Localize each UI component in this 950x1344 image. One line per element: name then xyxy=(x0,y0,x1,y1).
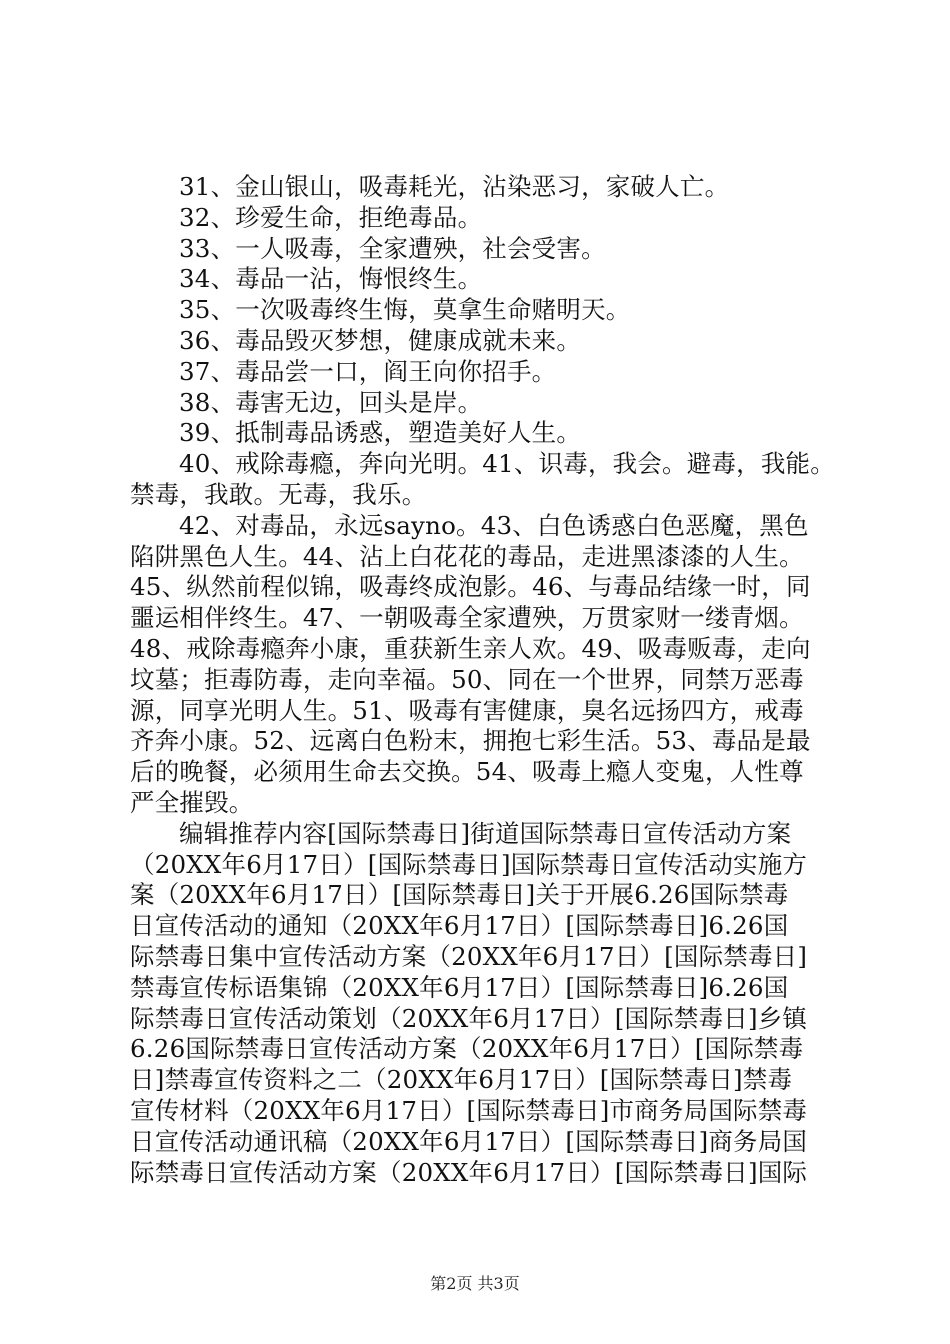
text-line: 42、对毒品，永远sayno。43、白色诱惑白色恶魔，黑色 xyxy=(179,510,809,540)
text-line: 35、一次吸毒终生悔，莫拿生命赌明天。 xyxy=(179,295,631,325)
text-line: 禁毒，我敢。无毒，我乐。 xyxy=(130,479,427,509)
text-line: 34、毒品一沾，悔恨终生。 xyxy=(179,264,483,294)
text-line: 32、珍爱生命，拒绝毒品。 xyxy=(179,202,483,232)
text-line: 31、金山银山，吸毒耗光，沾染恶习，家破人亡。 xyxy=(179,172,730,201)
text-line: 噩运相伴终生。47、一朝吸毒全家遭殃，万贯家财一缕青烟。 xyxy=(130,603,804,633)
text-line: 坟墓；拒毒防毒，走向幸福。50、同在一个世界，同禁万恶毒 xyxy=(130,664,804,694)
text-line: 宣传材料（20XX年6月17日）[国际禁毒日]市商务局国际禁毒 xyxy=(130,1095,808,1125)
text-line: 45、纵然前程似锦，吸毒终成泡影。46、与毒品结缘一时，同 xyxy=(130,572,811,602)
text-line: 日宣传活动的通知（20XX年6月17日）[国际禁毒日]6.26国 xyxy=(130,911,789,941)
text-line: 后的晚餐，必须用生命去交换。54、吸毒上瘾人变鬼，人性尊 xyxy=(130,757,804,787)
text-line: 际禁毒日宣传活动方案（20XX年6月17日）[国际禁毒日]国际 xyxy=(130,1157,808,1187)
text-line: 日]禁毒宣传资料之二（20XX年6月17日）[国际禁毒日]禁毒 xyxy=(130,1065,793,1095)
page-footer: 第2页 共3页 xyxy=(430,1274,520,1293)
text-line: 33、一人吸毒，全家遭殃，社会受害。 xyxy=(179,233,606,263)
text-line: 48、戒除毒瘾奔小康，重获新生亲人欢。49、吸毒贩毒，走向 xyxy=(130,633,811,663)
text-line: 际禁毒日宣传活动策划（20XX年6月17日）[国际禁毒日]乡镇 xyxy=(130,1003,808,1033)
text-line: 37、毒品尝一口，阎王向你招手。 xyxy=(179,356,557,386)
text-line: 日宣传活动通讯稿（20XX年6月17日）[国际禁毒日]商务局国 xyxy=(130,1126,808,1156)
text-line: 源，同享光明人生。51、吸毒有害健康，臭名远扬四方，戒毒 xyxy=(130,695,804,725)
text-line: 禁毒宣传标语集锦（20XX年6月17日）[国际禁毒日]6.26国 xyxy=(130,972,789,1002)
text-line: 陷阱黑色人生。44、沾上白花花的毒品，走进黑漆漆的人生。 xyxy=(130,541,804,571)
text-line: 39、抵制毒品诱惑，塑造美好人生。 xyxy=(179,418,582,448)
text-line: 际禁毒日集中宣传活动方案（20XX年6月17日）[国际禁毒日] xyxy=(130,941,808,971)
document-body xyxy=(130,172,835,1188)
text-line: 严全摧毁。 xyxy=(130,787,254,817)
text-line: 36、毒品毁灭梦想，健康成就未来。 xyxy=(179,325,582,355)
text-line: 6.26国际禁毒日宣传活动方案（20XX年6月17日）[国际禁毒 xyxy=(130,1034,804,1064)
text-line: 40、戒除毒瘾，奔向光明。41、识毒，我会。避毒，我能。 xyxy=(179,449,835,479)
text-line: 齐奔小康。52、远离白色粉末，拥抱七彩生活。53、毒品是最 xyxy=(130,726,811,756)
text-line: 编辑推荐内容[国际禁毒日]街道国际禁毒日宣传活动方案 xyxy=(179,818,792,848)
text-line: 38、毒害无边，回头是岸。 xyxy=(179,387,483,417)
text-line: 案（20XX年6月17日）[国际禁毒日]关于开展6.26国际禁毒 xyxy=(130,880,789,910)
text-line: （20XX年6月17日）[国际禁毒日]国际禁毒日宣传活动实施方 xyxy=(130,849,808,879)
